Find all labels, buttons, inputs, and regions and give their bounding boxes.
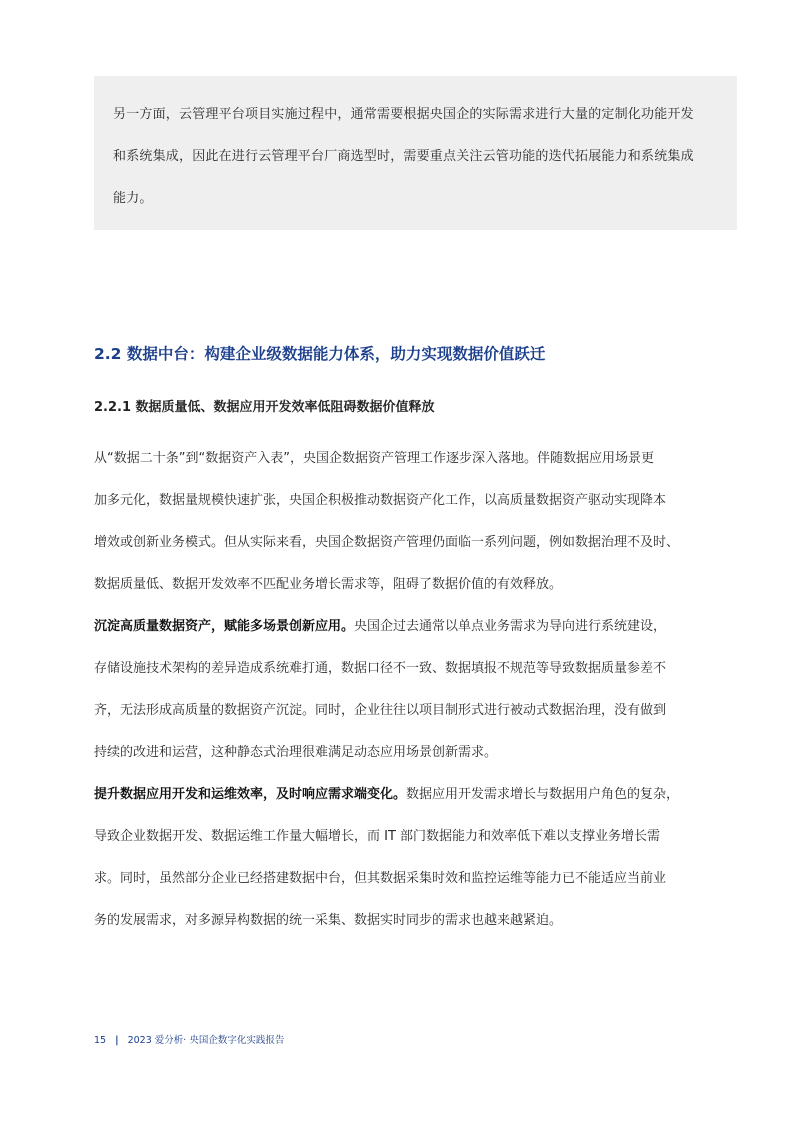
text-line xyxy=(94,654,714,696)
callout-line: 能力。 xyxy=(113,191,153,206)
text-line xyxy=(94,696,714,738)
paragraph-text: 齐，无法形成高质量的数据资产沉淀。同时，企业往往以项目制形式进行被动式数据治理，没有做到 xyxy=(94,703,667,718)
text-line xyxy=(94,822,714,864)
text-line xyxy=(94,906,714,948)
text-line xyxy=(94,738,714,780)
paragraph-lead: 沉淀高质量数据资产，赋能多场景创新应用。 xyxy=(94,619,355,634)
paragraph-text: 务的发展需求，对多源异构数据的统一采集、数据实时同步的需求也越来越紧迫。 xyxy=(94,913,563,928)
paragraph-text: 增效或创新业务模式。但从实际来看，央国企数据资产管理仍面临一系列问题，例如数据治理不及时、 xyxy=(94,535,680,550)
subsection-heading: 2.2.1 数据质量低、数据应用开发效率低阻碍数据价值释放 xyxy=(94,400,435,415)
callout-box xyxy=(94,76,737,230)
report-title: 2023 爱分析· 央国企数字化实践报告 xyxy=(127,1035,285,1046)
callout-line: 另一方面，云管理平台项目实施过程中，通常需要根据央国企的实际需求进行大量的定制化功能开发 xyxy=(113,107,694,122)
text-line xyxy=(94,780,714,822)
paragraph-text: 数据应用开发需求增长与数据用户角色的复杂， xyxy=(406,787,680,802)
paragraph-text: 存储设施技术架构的差异造成系统难打通，数据口径不一致、数据填报不规范等导致数据质量参差不 xyxy=(94,661,667,676)
paragraph-text: 持续的改进和运营，这种静态式治理很难满足动态应用场景创新需求。 xyxy=(94,745,498,760)
paragraph-text: 数据质量低、数据开发效率不匹配业务增长需求等，阻碍了数据价值的有效释放。 xyxy=(94,577,563,592)
text-line xyxy=(94,486,714,528)
section-heading: 2.2 数据中台：构建企业级数据能力体系，助力实现数据价值跃迁 xyxy=(94,345,546,363)
paragraph-text: 导致企业数据开发、数据运维工作量大幅增长，而 IT 部门数据能力和效率低下难以支撑业务增长需 xyxy=(94,829,661,844)
page-number: 15 xyxy=(94,1035,107,1046)
body-text xyxy=(94,444,714,948)
paragraph-lead: 提升数据应用开发和运维效率，及时响应需求端变化。 xyxy=(94,787,407,802)
text-line xyxy=(94,444,714,486)
callout-line: 和系统集成，因此在进行云管理平台厂商选型时，需要重点关注云管功能的迭代拓展能力和系统集成 xyxy=(113,149,694,164)
text-line xyxy=(94,570,714,612)
paragraph-text: 加多元化，数据量规模快速扩张，央国企积极推动数据资产化工作，以高质量数据资产驱动实现降本 xyxy=(94,493,667,508)
text-line xyxy=(94,612,714,654)
page-footer xyxy=(94,1032,284,1050)
paragraph-text: 央国企过去通常以单点业务需求为导向进行系统建设， xyxy=(354,619,667,634)
paragraph-text: 求。同时，虽然部分企业已经搭建数据中台，但其数据采集时效和监控运维等能力已不能适应当前业 xyxy=(94,871,667,886)
footer-separator: | xyxy=(115,1035,119,1046)
paragraph-text: 从“数据二十条”到“数据资产入表”，央国企数据资产管理工作逐步深入落地。伴随数据应用场景更 xyxy=(94,451,654,466)
text-line xyxy=(94,528,714,570)
text-line xyxy=(94,864,714,906)
